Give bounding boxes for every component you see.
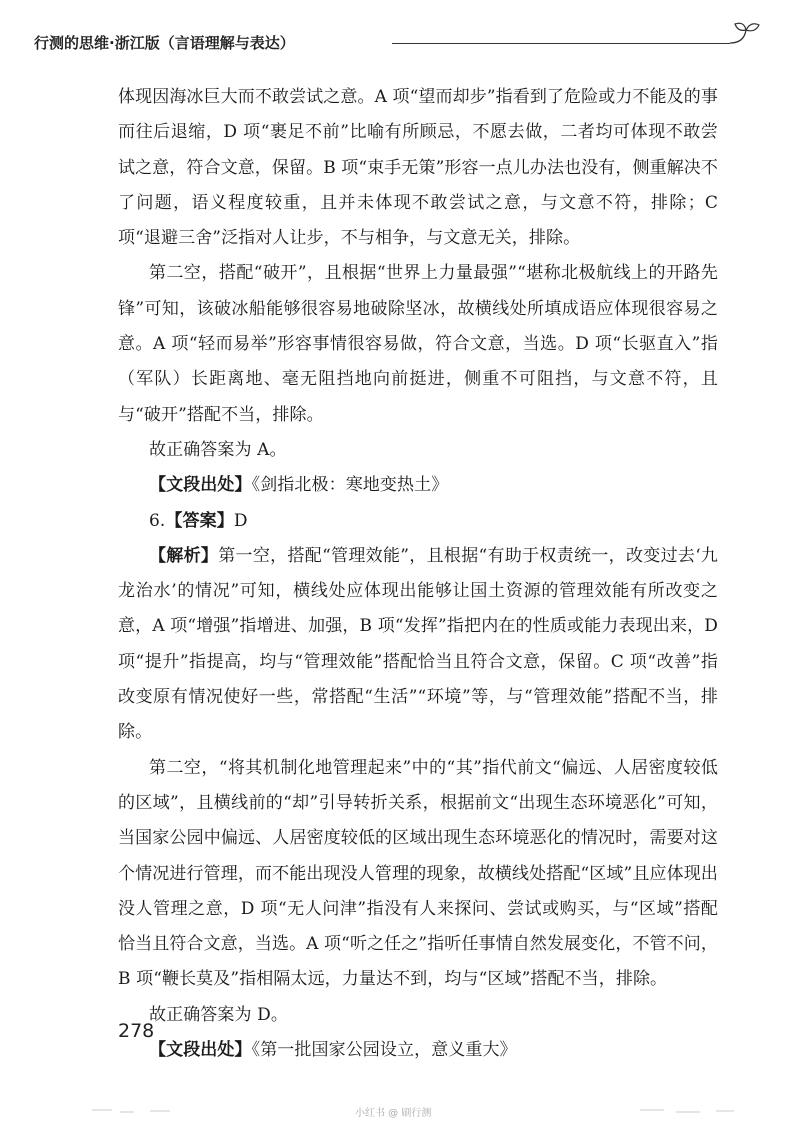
analysis-paragraph <box>118 539 718 751</box>
scan-artifacts <box>0 1100 800 1128</box>
paragraph-second-blank-6: 第二空，“将其机制化地管理起来”中的“其”指代前文“偏远、人居密度较低的区域”，且横线前的“却”引导转折关系，根据前文“出现生态环境恶化”可知，当国家公园中偏远、人居密度较低的区域出现生态环境恶化的情况时，需要对这个情况进行管理，而不能出现没人管理的现象，故横线处搭配“区域”且应体现出没人管理之意，D 项“无人问津”指没有人来探问、尝试或购买，与“区域”搭配恰当且符合文意，当选。A 项“听之任之”指听任事情自然发展变化，不管不问，B 项“鞭长莫及”指相隔太远，力量达不到，均与“区域”搭配不当，排除。 <box>118 757 718 990</box>
sprout-icon <box>724 20 764 56</box>
source-tag: 【文段出处】 <box>149 475 252 496</box>
question-number: 6. <box>149 510 166 531</box>
page-number: 278 <box>118 1020 155 1042</box>
header-rule <box>392 43 730 44</box>
source-title: 《第一批国家公园设立，意义重大》 <box>251 1040 517 1061</box>
source-tag: 【文段出处】 <box>149 1040 252 1061</box>
answer-tag: 【答案】 <box>165 510 234 531</box>
answer-value: D <box>233 510 248 531</box>
answer-line-6 <box>118 504 718 539</box>
source-title: 《剑指北极：寒地变热土》 <box>251 475 449 496</box>
header-title: 行测的思维·浙江版（言语理解与表达） <box>34 34 295 52</box>
paragraph-continued: 体现因海冰巨大而不敢尝试之意。A 项“望而却步”指看到了危险或力不能及的事而往后退缩，D 项“裹足不前”比喻有所顾忌，不愿去做，二者均可体现不敢尝试之意，符合文意，保留。B 项“束手无策”形容一点儿办法也没有，侧重解决不了问题，语义程度较重，且并未体现不敢尝试之意，与文意不符，排除；C 项“退避三舍”泛指对人让步，不与相争，与文意无关，排除。 <box>118 87 718 249</box>
analysis-tag: 【解析】 <box>149 545 219 566</box>
source-line-6 <box>118 1033 718 1068</box>
scan-watermark-text: 小红书 @ 刷行测 <box>355 1108 432 1119</box>
source-line-5 <box>118 468 718 503</box>
answer-conclusion-5: 故正确答案为 A。 <box>149 439 287 460</box>
running-header <box>30 28 770 58</box>
answer-conclusion-6: 故正确答案为 D。 <box>149 1004 288 1025</box>
paragraph-second-blank: 第二空，搭配“破开”，且根据“世界上力量最强”“堪称北极航线上的开路先锋”可知，该破冰船能够很容易地破除坚冰，故横线处所填成语应体现很容易之意。A 项“轻而易举”形容事情很容易做，符合文意，当选。D 项“长驱直入”指（军队）长距离地、毫无阻挡地向前挺进，侧重不可阻挡，与文意不符，且与“破开”搭配不当，排除。 <box>118 263 718 425</box>
page-content <box>118 80 718 1068</box>
analysis-text: 第一空，搭配“管理效能”，且根据“有助于权责统一，改变过去‘九龙治水’的情况”可知，横线处应体现出能够让国土资源的管理效能有所改变之意，A 项“增强”指增进、加强，B 项“发挥”指把内在的性质或能力表现出来，D 项“提升”指提高，均与“管理效能”搭配恰当且符合文意，保留。C 项“改善”指改变原有情况使好一些，常搭配“生活”“环境”等，与“管理效能”搭配不当，排除。 <box>118 545 718 743</box>
